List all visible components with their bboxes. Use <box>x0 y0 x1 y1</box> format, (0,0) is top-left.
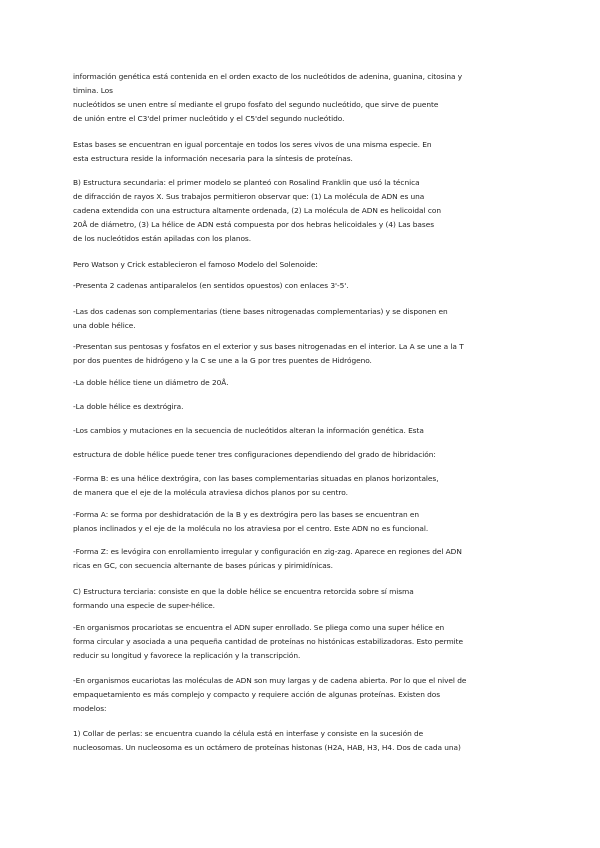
text-line: modelos: <box>73 704 107 713</box>
text-line: 20Å de diámetro, (3) La hélice de ADN está compuesta por dos hebras helicoidales y (4) Las bases <box>73 220 434 229</box>
text-line: timina. Los <box>73 86 113 95</box>
text-line: Pero Watson y Crick establecieron el famoso Modelo del Solenoide: <box>73 260 318 269</box>
text-line: ricas en GC, con secuencia alternante de bases púricas y pirimidínicas. <box>73 561 333 570</box>
paragraph-eukaryotes <box>73 674 528 716</box>
paragraph-secondary-structure <box>73 176 528 246</box>
text-line: de los nucleótidos están apiladas con los planos. <box>73 234 252 243</box>
paragraph-antiparallel <box>73 279 528 293</box>
text-line: reducir su longitud y favorece la replicación y la transcripción. <box>73 651 301 660</box>
text-line: -En organismos eucariotas las moléculas de ADN son muy largas y de cadena abierta. Por lo que el nivel de <box>73 676 467 685</box>
text-line: por dos puentes de hidrógeno y la C se une a la G por tres puentes de Hidrógeno. <box>73 356 372 365</box>
paragraph-form-b <box>73 472 528 500</box>
text-line: -Presenta 2 cadenas antiparalelos (en sentidos opuestos) con enlaces 3'-5'. <box>73 281 349 290</box>
text-line: una doble hélice. <box>73 321 136 330</box>
text-line: de unión entre el C3'del primer nucleótido y el C5'del segundo nucleótido. <box>73 114 345 123</box>
paragraph-tertiary-structure <box>73 585 528 613</box>
text-line: de difracción de rayos X. Sus trabajos permitieron observar que: (1) La molécula de ADN es una <box>73 192 425 201</box>
text-line: B) Estructura secundaria: el primer modelo se planteó con Rosalind Franklin que usó la técnica <box>73 178 420 187</box>
text-line: información genética está contenida en el orden exacto de los nucleótidos de adenina, guanina, citosina y <box>73 72 463 81</box>
text-line: -Forma B: es una hélice dextrógira, con las bases complementarias situadas en planos horizontales, <box>73 474 439 483</box>
text-line: planos inclinados y el eje de la molécula no los atraviesa por el centro. Este ADN no es funcional. <box>73 524 429 533</box>
text-line: empaquetamiento es más complejo y compacto y requiere acción de algunas proteínas. Existen dos <box>73 690 441 699</box>
text-line: nucleótidos se unen entre sí mediante el grupo fosfato del segundo nucleótido, que sirve de puente <box>73 100 439 109</box>
text-line: -La doble hélice tiene un diámetro de 20Å. <box>73 378 229 387</box>
text-line: forma circular y asociada a una pequeña cantidad de proteínas no histónicas estabilizadoras. Esto permite <box>73 637 463 646</box>
text-line: formando una especie de super-hélice. <box>73 601 215 610</box>
text-line: -Las dos cadenas son complementarias (tiene bases nitrogenadas complementarias) y se disponen en <box>73 307 448 316</box>
paragraph-complementary <box>73 305 528 333</box>
text-line: 1) Collar de perlas: se encuentra cuando la célula está en interfase y consiste en la sucesión de <box>73 729 424 738</box>
text-line: -Presentan sus pentosas y fosfatos en el exterior y sus bases nitrogenadas en el interior. La A se une a la T <box>73 342 464 351</box>
paragraph-prokaryotes <box>73 621 528 663</box>
text-line: esta estructura reside la información necesaria para la síntesis de proteínas. <box>73 154 353 163</box>
paragraph-bases <box>73 138 528 166</box>
paragraph-pentoses <box>73 340 528 368</box>
paragraph-mutations <box>73 424 528 438</box>
text-line: nucleosomas. Un nucleosoma es un octámero de proteínas histonas (H2A, HAB, H3, H4. Dos de cada una) <box>73 743 461 752</box>
text-line: estructura de doble hélice puede tener tres configuraciones dependiendo del grado de hibridación: <box>73 450 436 459</box>
paragraph-dextrogira <box>73 400 528 414</box>
text-line: -Forma Z: es levógira con enrollamiento irregular y configuración en zig-zag. Aparece en regiones del ADN <box>73 547 462 556</box>
paragraph-form-a <box>73 508 528 536</box>
paragraph-watson-crick <box>73 258 528 272</box>
text-line: -Forma A: se forma por deshidratación de la B y es dextrógira pero las bases se encuentran en <box>73 510 420 519</box>
paragraph-pearl-necklace <box>73 727 528 755</box>
text-line: Estas bases se encuentran en igual porcentaje en todos los seres vivos de una misma especie. En <box>73 140 432 149</box>
text-line: de manera que el eje de la molécula atraviesa dichos planos por su centro. <box>73 488 348 497</box>
text-line: -La doble hélice es dextrógira. <box>73 402 184 411</box>
paragraph-form-z <box>73 545 528 573</box>
text-line: -En organismos procariotas se encuentra el ADN super enrollado. Se pliega como una super hélice en <box>73 623 445 632</box>
paragraph-configurations <box>73 448 528 462</box>
text-line: -Los cambios y mutaciones en la secuencia de nucleótidos alteran la información genética. Esta <box>73 426 424 435</box>
text-line: C) Estructura terciaria: consiste en que la doble hélice se encuentra retorcida sobre sí misma <box>73 587 414 596</box>
text-line: cadena extendida con una estructura altamente ordenada, (2) La molécula de ADN es helicoidal con <box>73 206 441 215</box>
paragraph-diameter <box>73 376 528 390</box>
paragraph-dna-sequence <box>73 70 528 126</box>
